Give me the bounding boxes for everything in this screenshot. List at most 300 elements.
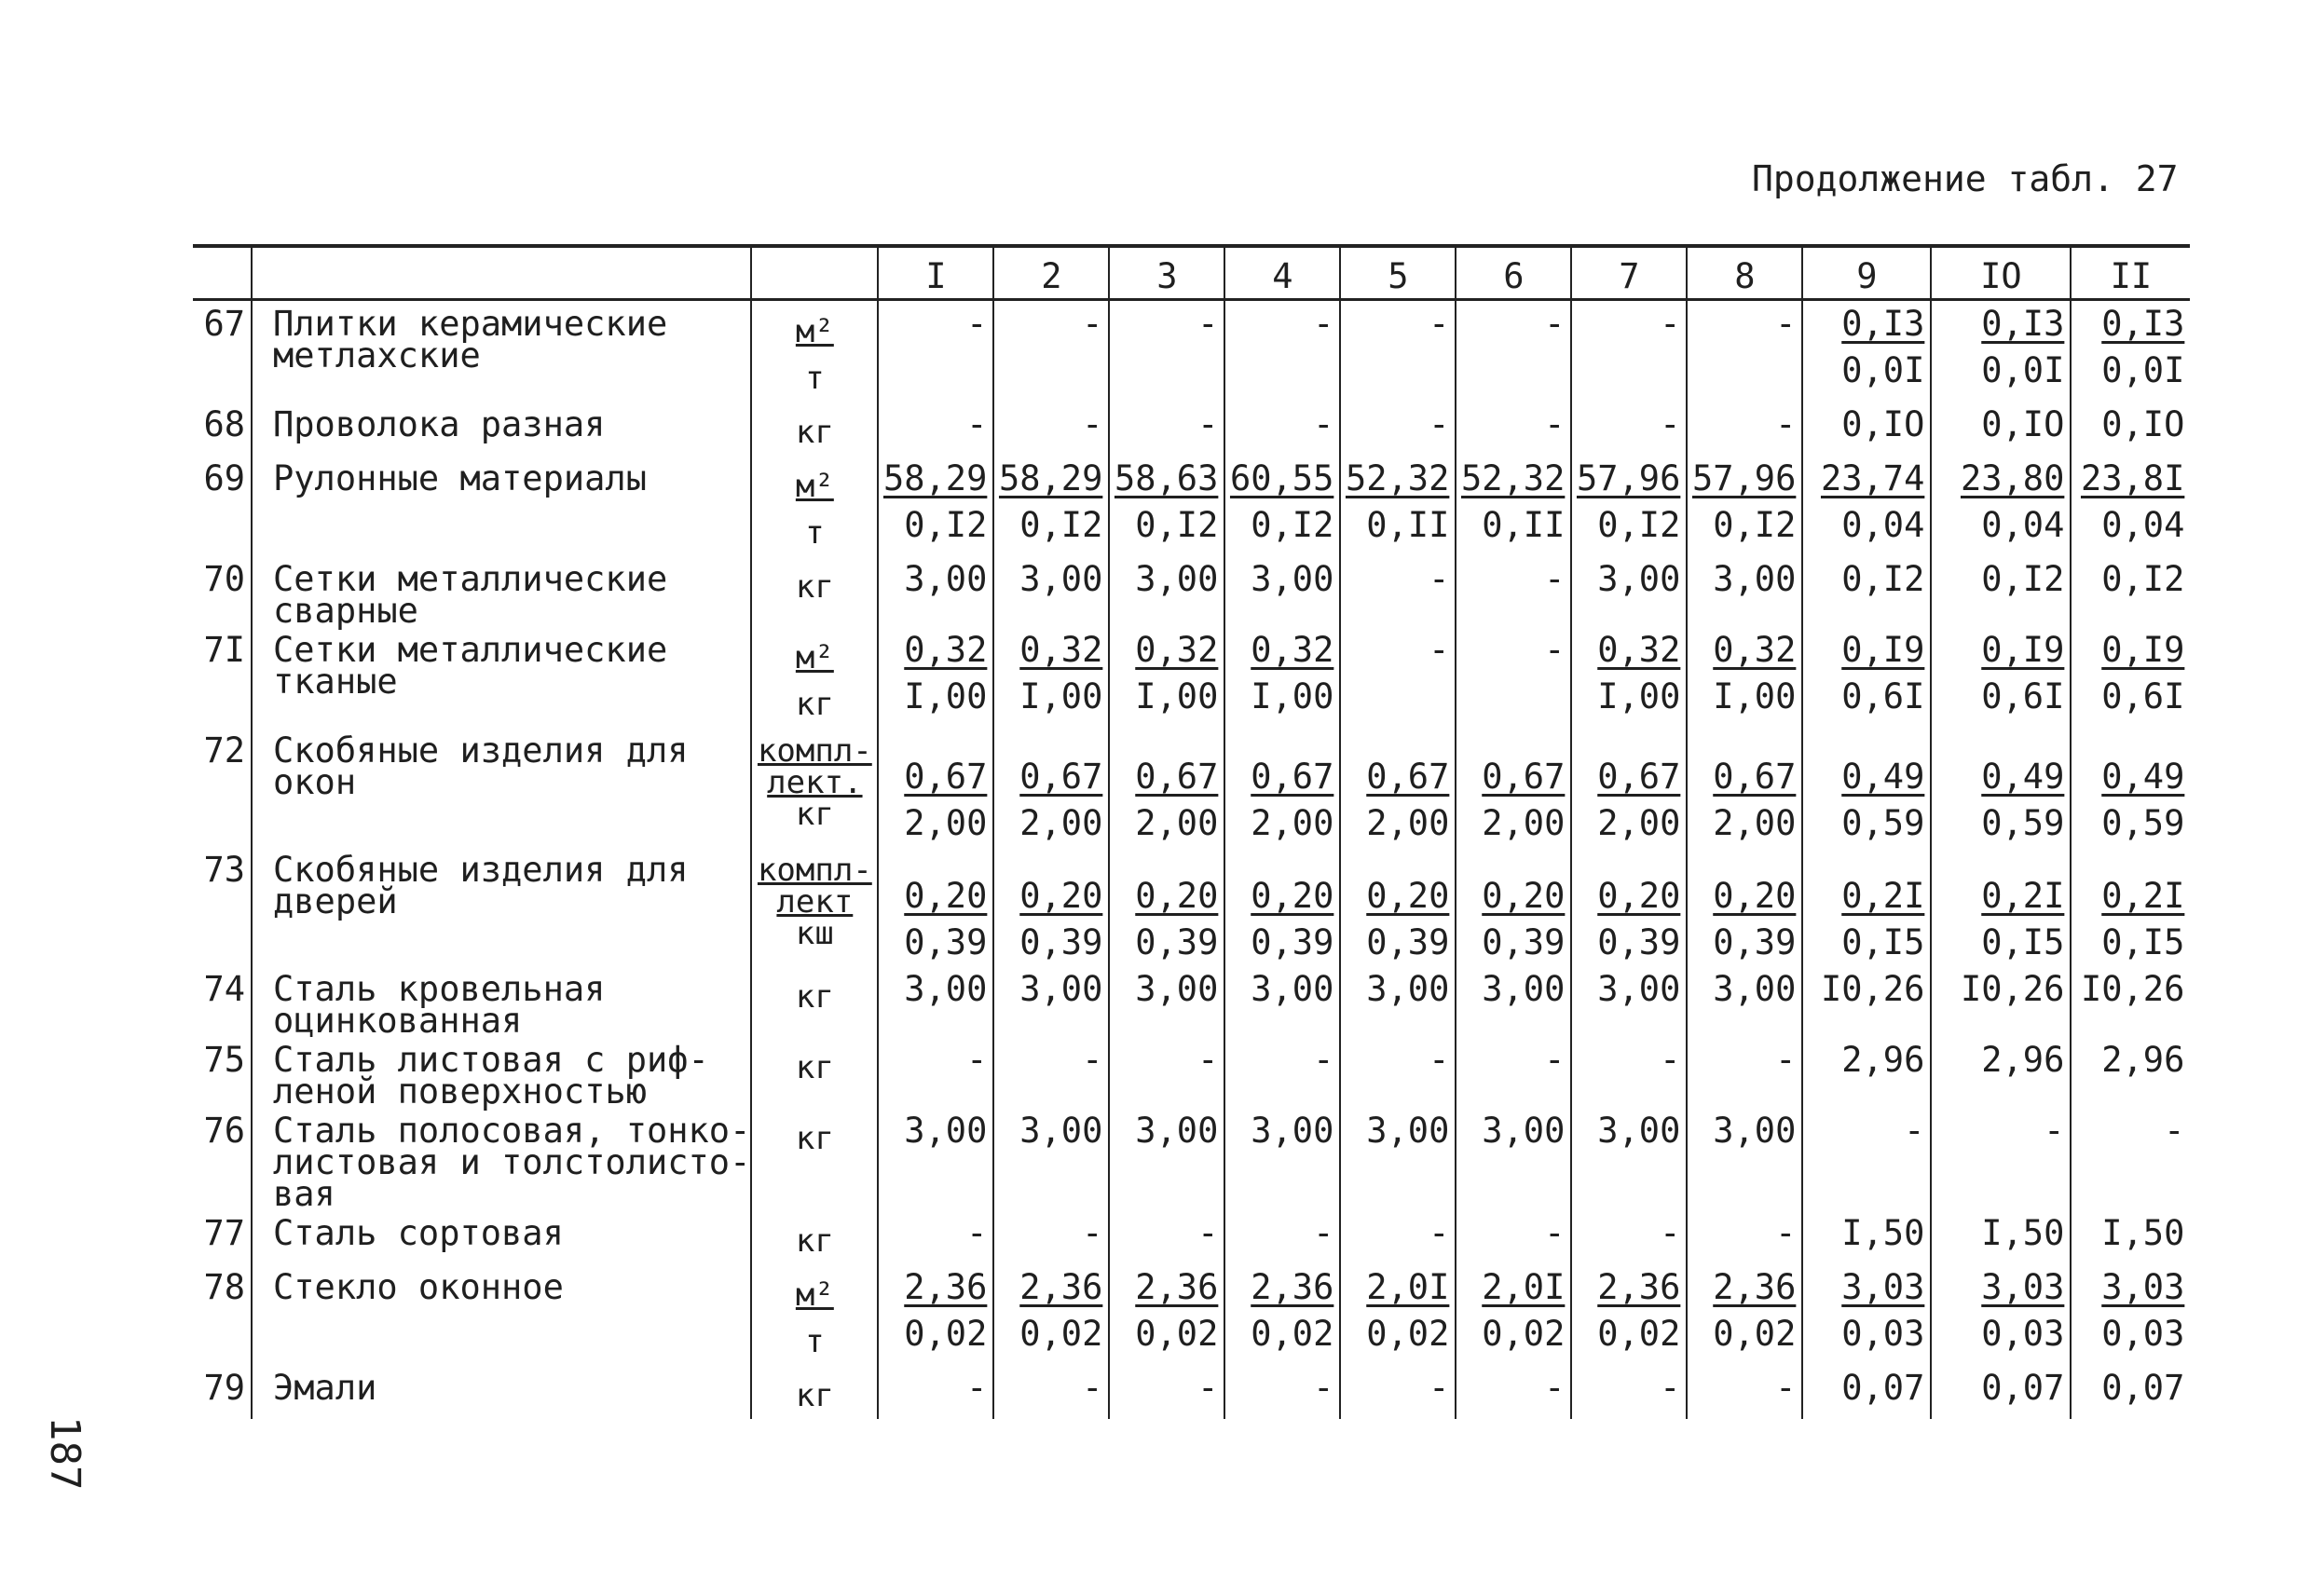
value-line <box>994 348 1102 394</box>
value-line <box>1110 301 1218 348</box>
material-name-line: Сетки металлические <box>273 559 668 599</box>
value-cell <box>1931 847 2071 966</box>
value-text: 3,00 <box>1251 559 1334 599</box>
value-text: 2,00 <box>1135 803 1219 843</box>
value-text: 3,00 <box>1713 559 1797 599</box>
value-cell <box>993 728 1109 847</box>
value-text: 0,32 <box>1597 630 1681 670</box>
unit-line: компл- <box>757 852 872 889</box>
value-text: 0,03 <box>1841 1314 1925 1354</box>
value-text: 0,39 <box>1019 922 1103 962</box>
value-line <box>994 1311 1102 1357</box>
material-name-line: Скобяные изделия для <box>273 850 689 890</box>
value-text: I,50 <box>2101 1213 2185 1253</box>
value-cell <box>2071 456 2190 556</box>
value-line <box>1688 456 1796 502</box>
value-text: 0,I9 <box>1981 630 2065 670</box>
value-line <box>1110 966 1218 1013</box>
unit-line: т <box>805 1323 825 1360</box>
value-text: 2,00 <box>1597 803 1681 843</box>
value-line <box>1341 627 1449 674</box>
value-text: 0,I3 <box>1841 304 1925 344</box>
value-line <box>1572 402 1680 448</box>
value-line <box>1803 502 1924 549</box>
material-name-line: Проволока разная <box>273 404 606 444</box>
value-text: 2,36 <box>1597 1267 1681 1307</box>
value-text: 0,39 <box>1713 922 1797 962</box>
value-cell <box>1340 456 1456 556</box>
value-line <box>1803 301 1924 348</box>
value-text: 0,04 <box>1981 505 2065 545</box>
value-text: 0,07 <box>1981 1368 2065 1408</box>
value-text: - <box>1544 1368 1566 1408</box>
value-line <box>879 674 987 720</box>
value-line <box>1932 1365 2064 1412</box>
value-text: I0,26 <box>1820 969 1925 1009</box>
value-text: 0,67 <box>1597 757 1681 797</box>
header-column-10: IO <box>1931 255 2071 300</box>
value-text: - <box>1429 404 1450 444</box>
value-line <box>994 402 1102 448</box>
value-line <box>1341 556 1449 603</box>
table-row <box>193 300 2190 402</box>
value-cell <box>1931 1264 2071 1365</box>
value-line <box>2072 301 2184 348</box>
value-text: - <box>1313 1368 1334 1408</box>
value-text: 0,0I <box>1981 350 2065 390</box>
value-line <box>1341 966 1449 1013</box>
value-cell <box>1802 1210 1931 1264</box>
value-cell <box>1456 1037 1571 1108</box>
value-cell <box>2071 1037 2190 1108</box>
value-line <box>1572 301 1680 348</box>
value-line <box>1688 301 1796 348</box>
value-line <box>2072 402 2184 448</box>
value-line <box>879 754 987 800</box>
value-cell <box>878 1037 993 1108</box>
value-cell <box>1456 728 1571 847</box>
value-line <box>1341 1037 1449 1084</box>
value-line <box>994 1365 1102 1412</box>
value-line <box>1110 1264 1218 1311</box>
value-cell <box>993 456 1109 556</box>
value-line <box>1572 754 1680 800</box>
value-cell <box>1802 556 1931 627</box>
value-line <box>1456 920 1565 966</box>
value-text: - <box>1429 559 1450 599</box>
value-line <box>1110 800 1218 847</box>
value-cell <box>1931 1210 2071 1264</box>
material-name <box>252 847 751 966</box>
value-cell <box>1340 556 1456 627</box>
value-text: 0,IO <box>2101 404 2185 444</box>
value-cell <box>1109 1108 1224 1210</box>
value-line <box>994 627 1102 674</box>
value-cell <box>1931 627 2071 728</box>
table-caption: Продолжение табл. 27 <box>1752 158 2179 199</box>
material-name <box>252 966 751 1041</box>
value-line <box>1932 674 2064 720</box>
value-cell <box>1687 1210 1802 1264</box>
value-line <box>1572 1311 1680 1357</box>
header-column-7: 7 <box>1571 255 1687 300</box>
value-text: 58,63 <box>1114 458 1219 498</box>
value-text: 58,29 <box>998 458 1103 498</box>
value-line <box>1688 1210 1796 1257</box>
value-line <box>879 1264 987 1311</box>
value-line <box>879 627 987 674</box>
value-line <box>1803 1311 1924 1357</box>
value-text: - <box>1313 304 1334 344</box>
value-text: 0,32 <box>1713 630 1797 670</box>
value-line <box>2072 1108 2184 1154</box>
table-row <box>193 627 2190 728</box>
value-text: - <box>1544 404 1566 444</box>
value-text: 0,I5 <box>1981 922 2065 962</box>
value-line <box>1110 674 1218 720</box>
value-text: 2,36 <box>1713 1267 1797 1307</box>
value-text: 0,20 <box>1597 876 1681 916</box>
value-text: - <box>1775 1040 1797 1080</box>
value-text: - <box>966 404 988 444</box>
value-line <box>2072 920 2184 966</box>
value-text: 0,I2 <box>1251 505 1334 545</box>
value-text: 3,03 <box>1981 1267 2065 1307</box>
material-name-line: оцинкованная <box>273 1001 523 1041</box>
unit-line: кг <box>795 686 834 723</box>
value-cell <box>878 1108 993 1210</box>
header-column-9: 9 <box>1802 255 1931 300</box>
value-cell <box>1456 402 1571 456</box>
value-text: 0,2I <box>1981 876 2065 916</box>
value-text: I,00 <box>1135 676 1219 716</box>
unit-line: м² <box>795 639 834 676</box>
table-row <box>193 1037 2190 1108</box>
value-text: 0,I2 <box>2101 559 2185 599</box>
table-row <box>193 1264 2190 1365</box>
value-text: 2,00 <box>1713 803 1797 843</box>
value-line <box>879 1108 987 1154</box>
material-name <box>252 456 751 556</box>
value-line <box>1110 920 1218 966</box>
value-text: - <box>1544 630 1566 670</box>
value-cell <box>1802 1365 1931 1419</box>
value-line <box>879 1311 987 1357</box>
value-line <box>1932 920 2064 966</box>
value-line <box>1225 754 1333 800</box>
value-text: 0,02 <box>1597 1314 1681 1354</box>
value-line <box>1225 301 1333 348</box>
material-name-line: Рулонные материалы <box>273 458 647 498</box>
row-number: 70 <box>203 559 245 599</box>
table-row <box>193 1108 2190 1210</box>
value-cell <box>2071 1264 2190 1365</box>
value-line <box>1110 627 1218 674</box>
header-column-2: 2 <box>993 255 1109 300</box>
value-line <box>2072 1037 2184 1084</box>
value-line <box>1688 674 1796 720</box>
value-text: 0,6I <box>1981 676 2065 716</box>
value-text: 0,I2 <box>904 505 988 545</box>
value-cell <box>878 456 993 556</box>
value-text: 3,00 <box>1135 1111 1219 1151</box>
value-line <box>1688 873 1796 920</box>
value-text: - <box>1429 1040 1450 1080</box>
value-line <box>1688 1365 1796 1412</box>
value-cell <box>1109 847 1224 966</box>
value-text: - <box>1429 304 1450 344</box>
value-cell <box>1456 847 1571 966</box>
value-text: - <box>1544 1040 1566 1080</box>
value-cell <box>2071 847 2190 966</box>
value-text: 2,00 <box>1366 803 1450 843</box>
value-line <box>1225 402 1333 448</box>
value-line <box>1572 556 1680 603</box>
value-text: 0,2I <box>2101 876 2185 916</box>
value-line <box>1932 754 2064 800</box>
value-text: 2,0I <box>1366 1267 1450 1307</box>
unit-line: м² <box>795 313 834 350</box>
unit-of-measure <box>751 556 878 627</box>
value-line <box>1932 502 2064 549</box>
value-line <box>1456 1311 1565 1357</box>
value-line <box>1932 1264 2064 1311</box>
value-cell <box>993 1365 1109 1419</box>
value-text: 0,2I <box>1841 876 1925 916</box>
unit-line: кг <box>795 1049 834 1086</box>
unit-line: кг <box>795 568 834 606</box>
row-number: 79 <box>203 1368 245 1408</box>
value-line <box>1456 456 1565 502</box>
value-line <box>1932 456 2064 502</box>
value-line <box>1803 556 1924 603</box>
value-line <box>879 556 987 603</box>
value-cell <box>2071 556 2190 627</box>
value-text: 0,07 <box>1841 1368 1925 1408</box>
value-text: 0,39 <box>1251 922 1334 962</box>
value-cell <box>1802 627 1931 728</box>
value-text: 0,I2 <box>1597 505 1681 545</box>
value-cell <box>1340 1037 1456 1108</box>
value-line <box>1688 1264 1796 1311</box>
value-text: I0,26 <box>1960 969 2065 1009</box>
material-name-line: дверей <box>273 881 398 921</box>
value-text: 3,00 <box>1597 559 1681 599</box>
value-text: 0,67 <box>1482 757 1566 797</box>
value-cell <box>993 402 1109 456</box>
value-text: - <box>1660 304 1681 344</box>
value-cell <box>1802 1037 1931 1108</box>
value-text: 0,02 <box>1366 1314 1450 1354</box>
value-text: 0,0I <box>1841 350 1925 390</box>
value-text: - <box>966 1213 988 1253</box>
value-line <box>1803 1264 1924 1311</box>
table-row <box>193 1210 2190 1264</box>
value-text: - <box>2164 1111 2185 1151</box>
value-cell <box>2071 966 2190 1037</box>
material-name-line: Сталь кровельная <box>273 969 606 1009</box>
value-text: - <box>1544 1213 1566 1253</box>
value-line <box>1456 1365 1565 1412</box>
value-line <box>1572 920 1680 966</box>
value-text: - <box>1775 404 1797 444</box>
value-text: 0,20 <box>1135 876 1219 916</box>
value-cell <box>1224 1108 1340 1210</box>
value-cell <box>1340 847 1456 966</box>
row-number: 67 <box>203 304 245 344</box>
value-cell <box>1571 556 1687 627</box>
value-line <box>1110 456 1218 502</box>
value-cell <box>1109 728 1224 847</box>
value-cell <box>1340 300 1456 402</box>
value-text: 0,59 <box>1841 803 1925 843</box>
value-text: 3,00 <box>1019 969 1103 1009</box>
value-text: - <box>1544 559 1566 599</box>
value-text: - <box>1775 1213 1797 1253</box>
value-cell <box>1571 1037 1687 1108</box>
value-text: 0,I9 <box>1841 630 1925 670</box>
value-text: 2,36 <box>904 1267 988 1307</box>
value-text: - <box>1660 1368 1681 1408</box>
value-line <box>879 920 987 966</box>
value-line <box>1932 966 2064 1013</box>
unit-of-measure <box>751 728 878 847</box>
unit-line: лект. <box>767 764 863 801</box>
value-text: 0,39 <box>904 922 988 962</box>
value-cell <box>1224 1365 1340 1419</box>
value-text: - <box>1082 1213 1103 1253</box>
header-column-11: II <box>2071 255 2190 300</box>
material-name-line: Сталь листовая с риф- <box>273 1040 709 1080</box>
value-cell <box>1224 627 1340 728</box>
value-text: 2,36 <box>1019 1267 1103 1307</box>
value-text: - <box>1660 404 1681 444</box>
value-line <box>1803 1108 1924 1154</box>
materials-table <box>193 244 2190 1419</box>
value-cell <box>878 1365 993 1419</box>
value-cell <box>2071 1365 2190 1419</box>
value-text: - <box>2044 1111 2065 1151</box>
value-line <box>1803 1037 1924 1084</box>
value-cell <box>2071 627 2190 728</box>
material-name-line: тканые <box>273 662 398 702</box>
unit-line: кг <box>795 796 834 833</box>
value-text: - <box>1197 1368 1219 1408</box>
value-text: 0,59 <box>1981 803 2065 843</box>
value-text: 3,00 <box>1482 1111 1566 1151</box>
value-text: I0,26 <box>2080 969 2185 1009</box>
value-line <box>1456 301 1565 348</box>
value-text: 0,I9 <box>2101 630 2185 670</box>
value-text: - <box>1082 304 1103 344</box>
value-line <box>1225 966 1333 1013</box>
value-line <box>1803 674 1924 720</box>
table-row <box>193 456 2190 556</box>
value-cell <box>1687 627 1802 728</box>
unit-of-measure <box>751 1264 878 1365</box>
value-text: - <box>966 1368 988 1408</box>
material-name-line: вая <box>273 1174 335 1214</box>
unit-of-measure <box>751 402 878 456</box>
material-name-line: Сталь полосовая, тонко- <box>273 1111 751 1151</box>
material-name-line: окон <box>273 762 357 802</box>
value-line <box>994 1037 1102 1084</box>
value-text: - <box>1313 1213 1334 1253</box>
value-text: 2,96 <box>2101 1040 2185 1080</box>
value-text: - <box>966 304 988 344</box>
value-line <box>2072 1210 2184 1257</box>
table-row <box>193 556 2190 627</box>
value-text: 2,36 <box>1251 1267 1334 1307</box>
value-text: 57,96 <box>1691 458 1797 498</box>
row-number: 72 <box>203 730 245 771</box>
value-text: - <box>1429 1213 1450 1253</box>
value-line <box>1803 627 1924 674</box>
value-line <box>2072 1311 2184 1357</box>
value-text: 0,20 <box>1713 876 1797 916</box>
table-top-rule <box>193 246 2190 255</box>
value-line <box>1341 456 1449 502</box>
value-line <box>1572 1264 1680 1311</box>
table-row <box>193 966 2190 1037</box>
unit-line: м² <box>795 1276 834 1314</box>
value-cell <box>1802 728 1931 847</box>
value-text: 23,80 <box>1960 458 2065 498</box>
value-line <box>1110 502 1218 549</box>
value-cell <box>1340 627 1456 728</box>
value-line <box>1932 873 2064 920</box>
value-text: - <box>1429 1368 1450 1408</box>
value-cell <box>1109 556 1224 627</box>
value-line <box>1688 800 1796 847</box>
value-line <box>1688 1037 1796 1084</box>
value-text: 0,20 <box>1019 876 1103 916</box>
value-text: - <box>1660 1040 1681 1080</box>
value-text: - <box>966 1040 988 1080</box>
value-text: I,00 <box>1251 676 1334 716</box>
value-cell <box>1224 1037 1340 1108</box>
unit-line: кг <box>795 414 834 451</box>
value-text: 0,0I <box>2101 350 2185 390</box>
value-line <box>879 1037 987 1084</box>
unit-line: кш <box>795 915 834 952</box>
value-text: - <box>1197 404 1219 444</box>
value-line <box>1572 966 1680 1013</box>
value-line <box>1110 1210 1218 1257</box>
value-cell <box>1931 456 2071 556</box>
value-text: 3,00 <box>1135 969 1219 1009</box>
value-line <box>1456 754 1565 800</box>
value-line <box>1932 1108 2064 1154</box>
value-line <box>1932 1037 2064 1084</box>
value-text: 3,00 <box>1597 969 1681 1009</box>
value-line <box>1456 674 1565 720</box>
header-column-4: 4 <box>1224 255 1340 300</box>
value-cell <box>1224 456 1340 556</box>
value-text: 3,00 <box>904 969 988 1009</box>
value-text: 3,00 <box>1251 1111 1334 1151</box>
value-cell <box>878 300 993 402</box>
material-name <box>252 1108 751 1214</box>
value-cell <box>1687 300 1802 402</box>
value-cell <box>1109 1365 1224 1419</box>
value-line <box>1932 556 2064 603</box>
value-cell <box>1109 456 1224 556</box>
value-text: 0,67 <box>904 757 988 797</box>
value-text: 0,39 <box>1597 922 1681 962</box>
unit-line: кг <box>795 1120 834 1157</box>
table-header-row <box>193 255 2190 300</box>
